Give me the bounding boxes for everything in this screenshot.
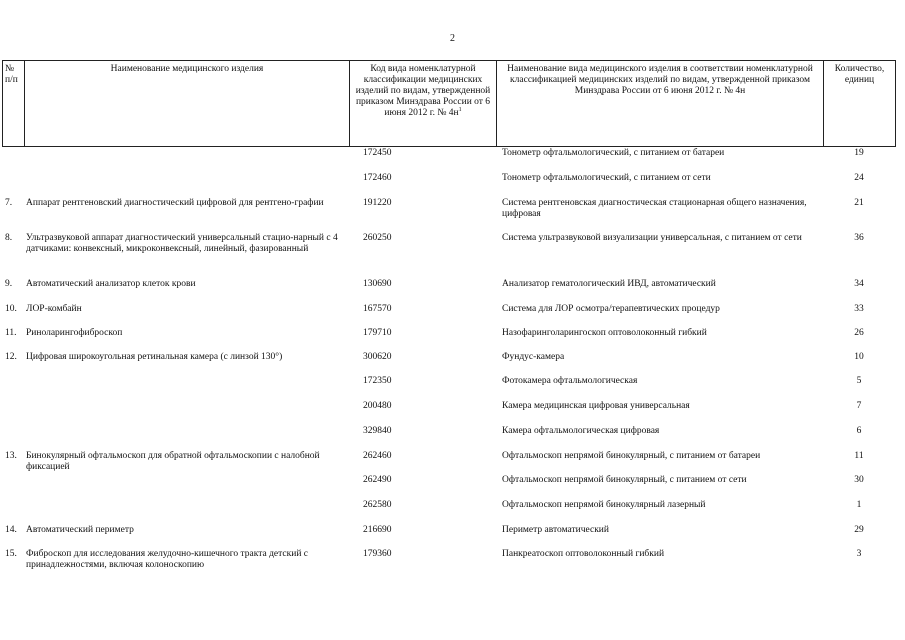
- device-type: Назофаринголарингоскоп оптоволоконный гибкий: [502, 328, 707, 338]
- quantity: 26: [854, 328, 864, 338]
- device-type: Офтальмоскоп непрямой бинокулярный лазерный: [502, 500, 706, 510]
- header-device-type: Наименование вида медицинского изделия в соответствии номенклатурной классификацией медицинских изделий по видам, утвержденной приказом Минздрава России от 6 июня 2012 г. № 4н: [497, 61, 824, 147]
- device-name: [24, 500, 349, 525]
- row-number: [2, 475, 24, 500]
- nomenclature-code: 200480: [363, 401, 392, 411]
- quantity: 6: [856, 426, 862, 436]
- nomenclature-code: 167570: [363, 304, 392, 314]
- table-row: [2, 475, 895, 500]
- quantity: 30: [854, 475, 864, 485]
- quantity: 33: [854, 304, 864, 314]
- device-type: Фотокамера офтальмологическая: [502, 376, 638, 386]
- nomenclature-code: 262460: [363, 451, 392, 461]
- header-code-footnote: 1: [458, 106, 462, 113]
- quantity: 11: [854, 451, 864, 461]
- device-type: Система для ЛОР осмотра/терапевтических процедур: [502, 304, 720, 314]
- table-row: [2, 148, 895, 173]
- table-row: [2, 549, 895, 579]
- row-number: [2, 426, 24, 451]
- device-name: ЛОР-комбайн: [26, 304, 82, 314]
- device-name: [24, 173, 349, 198]
- row-number: 10.: [5, 304, 17, 314]
- device-type: Камера медицинская цифровая универсальная: [502, 401, 690, 411]
- device-type: Система ультразвуковой визуализации универсальная, с питанием от сети: [502, 233, 802, 243]
- row-number: [2, 376, 24, 401]
- nomenclature-code: 191220: [363, 198, 392, 208]
- row-number: [2, 500, 24, 525]
- table-row: [2, 451, 895, 475]
- device-type: Панкреатоскоп оптоволоконный гибкий: [502, 549, 665, 559]
- nomenclature-code: 179360: [363, 549, 392, 559]
- table-row: [2, 352, 895, 376]
- nomenclature-code: 172450: [363, 148, 392, 158]
- table-row: [2, 500, 895, 525]
- quantity: 21: [854, 198, 864, 208]
- nomenclature-code: 262490: [363, 475, 392, 485]
- row-number: 7.: [5, 198, 13, 208]
- device-name: Аппарат рентгеновский диагностический цифровой для рентгено-графии: [26, 198, 324, 208]
- row-number: [2, 401, 24, 426]
- quantity: 34: [854, 279, 864, 289]
- nomenclature-code: 300620: [363, 352, 392, 362]
- device-name: [24, 148, 349, 173]
- row-number: 12.: [5, 352, 17, 362]
- row-number: 11.: [5, 328, 17, 338]
- nomenclature-code: 179710: [363, 328, 392, 338]
- table-row: [2, 279, 895, 304]
- row-number: [2, 173, 24, 198]
- row-number: 13.: [5, 451, 17, 461]
- nomenclature-code: 262580: [363, 500, 392, 510]
- header-code: [350, 61, 497, 147]
- quantity: 1: [856, 500, 862, 510]
- device-type: Офтальмоскоп непрямой бинокулярный, с питанием от сети: [502, 475, 747, 485]
- device-type: Тонометр офтальмологический, с питанием от сети: [502, 173, 711, 183]
- quantity: 24: [854, 173, 864, 183]
- quantity: 36: [854, 233, 864, 243]
- device-name: Ультразвуковой аппарат диагностический универсальный стацио-нарный с 4 датчиками: конвексный, микроконвексный, линейный, фазированный: [26, 233, 338, 254]
- device-type: Система рентгеновская диагностическая стационарная общего назначения, цифровая: [502, 198, 807, 219]
- device-name: [24, 426, 349, 451]
- quantity: 7: [856, 401, 862, 411]
- quantity: 29: [854, 525, 864, 535]
- quantity: 19: [854, 148, 864, 158]
- device-name: Автоматический периметр: [26, 525, 134, 535]
- device-type: Тонометр офтальмологический, с питанием от батареи: [502, 148, 725, 158]
- header-device-name: Наименование медицинского изделия: [25, 61, 350, 147]
- row-number: 8.: [5, 233, 13, 243]
- row-number: [2, 148, 24, 173]
- nomenclature-code: 329840: [363, 426, 392, 436]
- table-row: [2, 233, 895, 279]
- device-name: [24, 401, 349, 426]
- nomenclature-code: 260250: [363, 233, 392, 243]
- table-row: [2, 198, 895, 233]
- table-row: [2, 376, 895, 401]
- nomenclature-code: 130690: [363, 279, 392, 289]
- device-type: Офтальмоскоп непрямой бинокулярный, с питанием от батареи: [502, 451, 761, 461]
- device-type: Камера офтальмологическая цифровая: [502, 426, 660, 436]
- device-name: [24, 475, 349, 500]
- nomenclature-code: 172350: [363, 376, 392, 386]
- device-type: Периметр автоматический: [502, 525, 609, 535]
- device-name: Цифровая широкоугольная ретинальная камера (с линзой 130°): [26, 352, 283, 362]
- header-number: № п/п: [3, 61, 25, 147]
- device-name: [24, 376, 349, 401]
- table-header: [2, 60, 896, 147]
- device-name: Риноларингофиброскоп: [26, 328, 123, 338]
- quantity: 10: [854, 352, 864, 362]
- page-number: 2: [450, 33, 455, 44]
- device-type: Фундус-камера: [502, 352, 565, 362]
- table-row: [2, 173, 895, 198]
- device-name: Автоматический анализатор клеток крови: [26, 279, 196, 289]
- table-row: [2, 304, 895, 328]
- device-name: Фиброскоп для исследования желудочно-кишечного тракта детский с принадлежностями, включая колоноскопию: [26, 549, 309, 570]
- row-number: 14.: [5, 525, 17, 535]
- table-row: [2, 328, 895, 352]
- header-quantity: Количество, единиц: [824, 61, 896, 147]
- table-row: [2, 401, 895, 426]
- quantity: 5: [856, 376, 862, 386]
- quantity: 3: [856, 549, 862, 559]
- table-row: [2, 525, 895, 549]
- table-row: [2, 426, 895, 451]
- row-number: 9.: [5, 279, 13, 289]
- device-name: Бинокулярный офтальмоскоп для обратной офтальмоскопии с налобной фиксацией: [26, 451, 320, 472]
- row-number: 15.: [5, 549, 17, 559]
- nomenclature-code: 172460: [363, 173, 392, 183]
- header-code-text: Код вида номенклатурной классификации медицинских изделий по видам, утвержденной приказом Минздрава России от 6 июня 2012 г. № 4н: [355, 64, 491, 118]
- device-type: Анализатор гематологический ИВД, автоматический: [502, 279, 716, 289]
- nomenclature-code: 216690: [363, 525, 392, 535]
- equipment-table: [2, 148, 895, 579]
